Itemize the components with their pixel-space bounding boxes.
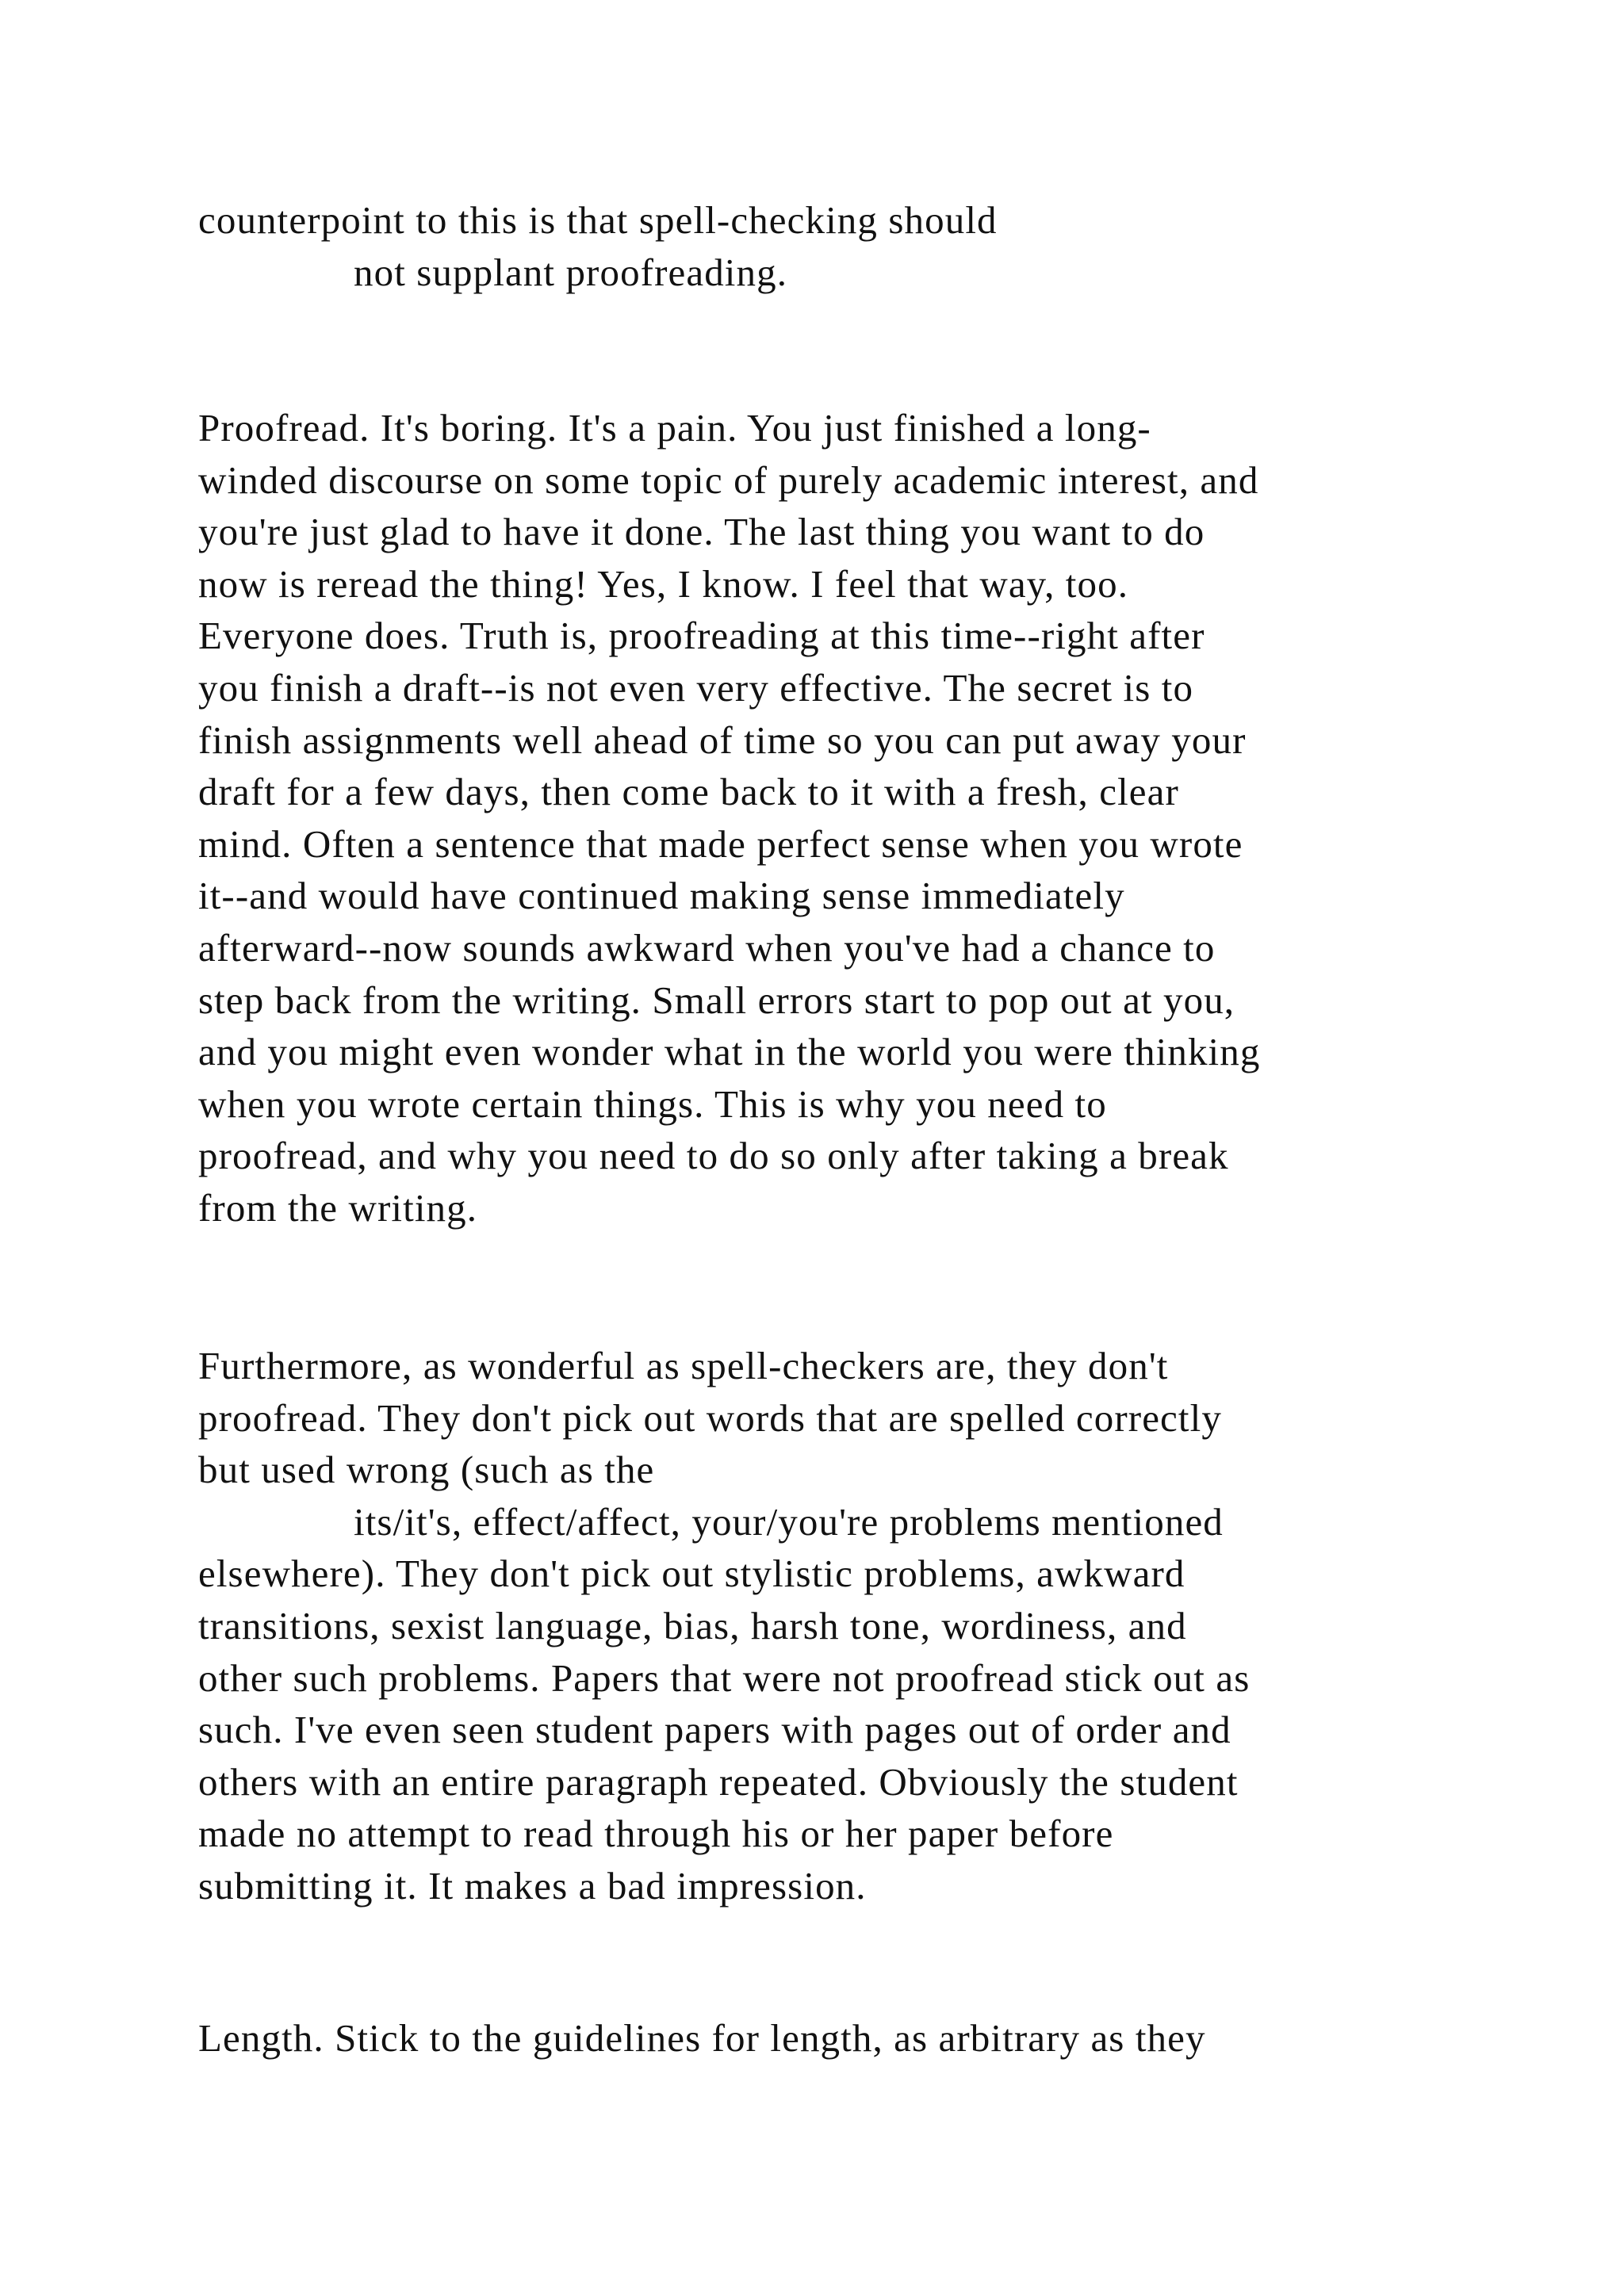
text-line: Proofread. It's boring. It's a pain. You just finished a long- [198,406,1151,450]
text-line: elsewhere). They don't pick out stylistic problems, awkward [198,1552,1185,1596]
text-line: Everyone does. Truth is, proofreading at this time--right after [198,614,1205,658]
text-line: proofread. They don't pick out words that are spelled correctly [198,1395,1222,1440]
text-line: mind. Often a sentence that made perfect sense when you wrote [198,821,1243,866]
text-line: but used wrong (such as the [198,1448,655,1492]
text-line: not supplant proofreading. [354,250,788,294]
text-line: finish assignments well ahead of time so you can put away your [198,718,1247,762]
text-line: Length. Stick to the guidelines for length, as arbitrary as they [198,2016,1206,2060]
text-line: now is reread the thing! Yes, I know. I feel that way, too. [198,561,1129,606]
text-line: from the writing. [198,1185,478,1230]
text-line: it--and would have continued making sense immediately [198,874,1125,918]
text-line: other such problems. Papers that were not proofread stick out as [198,1655,1251,1700]
text-line: proofread, and why you need to do so only after taking a break [198,1134,1229,1178]
text-line: counterpoint to this is that spell-checking should [198,198,998,242]
paragraph-spell-checking-counterpoint [198,194,1546,298]
text-line: winded discourse on some topic of purely academic interest, and [198,457,1259,502]
text-line: Furthermore, as wonderful as spell-checkers are, they don't [198,1344,1169,1387]
text-line: its/it's, effect/affect, your/you're problems mentioned [354,1499,1224,1544]
text-line: draft for a few days, then come back to it with a fresh, clear [198,770,1179,814]
text-line: you finish a draft--is not even very effective. The secret is to [198,665,1194,710]
text-line: step back from the writing. Small errors start to pop out at you, [198,978,1235,1022]
paragraph-length [198,2012,1546,2064]
text-line: others with an entire paragraph repeated. Obviously the student [198,1759,1239,1804]
text-line: you're just glad to have it done. The last thing you want to do [198,510,1205,554]
text-line: made no attempt to read through his or her paper before [198,1812,1114,1856]
text-line: afterward--now sounds awkward when you've had a chance to [198,925,1216,970]
paragraph-proofread [198,402,1546,1234]
text-line: and you might even wonder what in the world you were thinking [198,1030,1261,1074]
text-line: transitions, sexist language, bias, harsh tone, wordiness, and [198,1603,1187,1647]
text-line: when you wrote certain things. This is why you need to [198,1081,1107,1126]
paragraph-spell-checkers [198,1340,1546,1912]
text-line: such. I've even seen student papers with pages out of order and [198,1708,1231,1752]
text-line: submitting it. It makes a bad impression. [198,1863,867,1908]
